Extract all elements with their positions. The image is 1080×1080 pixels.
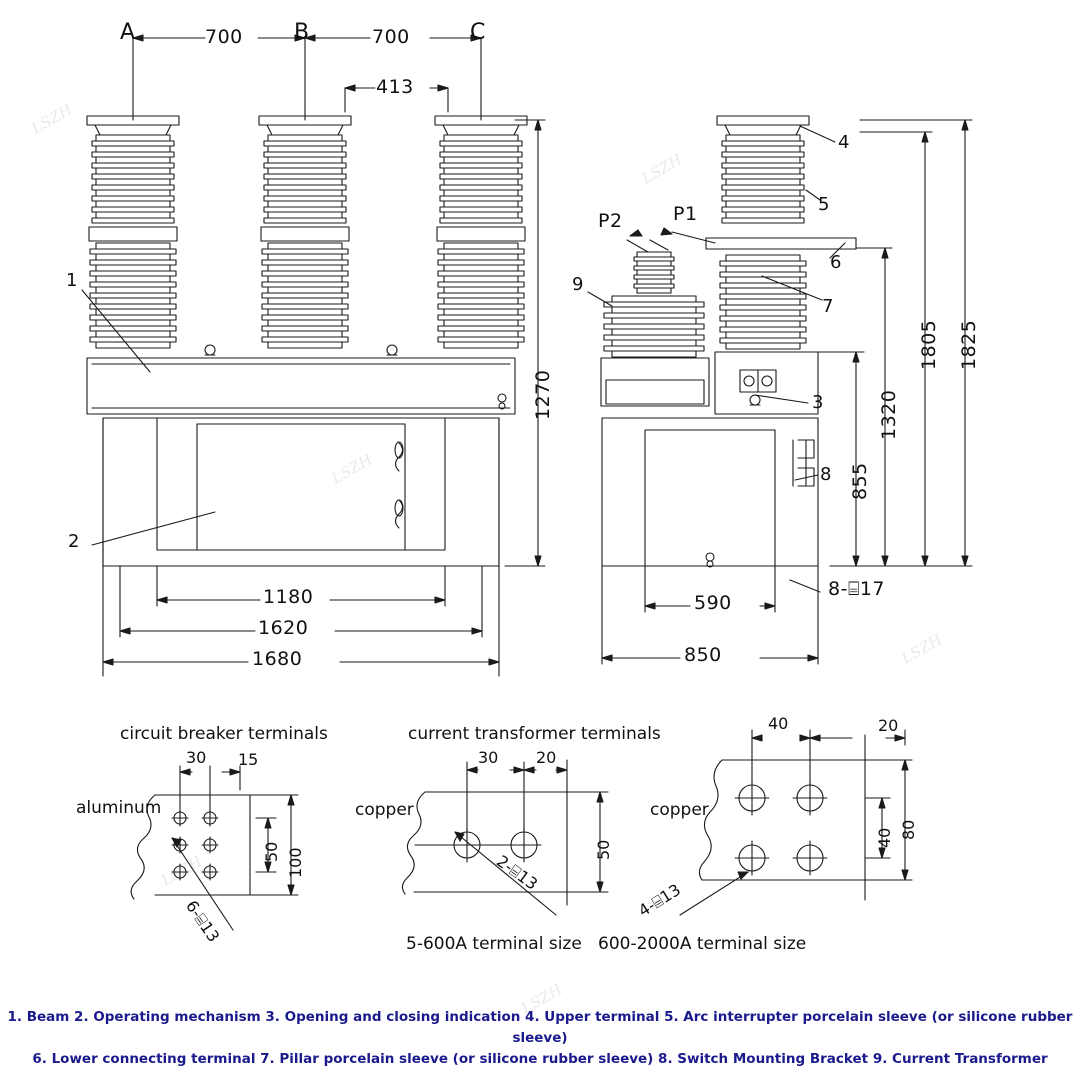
dim-width-1620: 1620 bbox=[258, 617, 309, 639]
watermark: LSZH bbox=[518, 980, 566, 1018]
watermark: LSZH bbox=[28, 100, 76, 138]
dim-height-1320: 1320 bbox=[878, 389, 900, 440]
phase-label-a: A bbox=[120, 20, 136, 45]
detail3-dim-40-side: 40 bbox=[875, 827, 894, 848]
detail3-dim-40-top: 40 bbox=[768, 714, 789, 733]
callout-2: 2 bbox=[68, 531, 80, 552]
dim-height-855: 855 bbox=[849, 462, 871, 500]
detail2-caption: 5-600A terminal size bbox=[406, 934, 582, 954]
phase-label-c: C bbox=[470, 20, 486, 45]
dim-height-1805: 1805 bbox=[918, 319, 940, 370]
callout-1: 1 bbox=[66, 270, 78, 291]
detail1-hole-note: 6-⌸13 bbox=[181, 896, 224, 946]
callout-3: 3 bbox=[812, 392, 824, 413]
dim-height-1825: 1825 bbox=[958, 319, 980, 370]
detail3-hole-note: 4-⌸13 bbox=[634, 879, 684, 921]
detail3-dim-20: 20 bbox=[878, 716, 899, 735]
callout-4: 4 bbox=[838, 132, 850, 153]
callout-7: 7 bbox=[822, 296, 834, 317]
watermark: LSZH bbox=[158, 852, 206, 890]
detail1-dim-30: 30 bbox=[186, 748, 207, 767]
watermark: LSZH bbox=[898, 630, 946, 668]
terminal-p2-label: P2 bbox=[598, 210, 623, 232]
detail-material-aluminum: aluminum bbox=[76, 798, 162, 818]
dim-width-1180: 1180 bbox=[263, 586, 314, 608]
dim-phase-spacing-1: 700 bbox=[205, 26, 243, 48]
callout-5: 5 bbox=[818, 194, 830, 215]
watermark: LSZH bbox=[328, 450, 376, 488]
detail2-dim-50: 50 bbox=[594, 839, 613, 860]
dim-width-1680: 1680 bbox=[252, 648, 303, 670]
callout-6: 6 bbox=[830, 252, 842, 273]
detail3-dim-80: 80 bbox=[899, 819, 918, 840]
legend-block bbox=[0, 1007, 1080, 1070]
detail2-hole-note: 2-⌸13 bbox=[493, 851, 542, 894]
phase-label-b: B bbox=[294, 20, 310, 45]
detail1-dim-100: 100 bbox=[286, 847, 305, 878]
legend-line-1: 1. Beam 2. Operating mechanism 3. Opening and closing indication 4. Upper terminal 5. Arc interrupter porcelain sleeve (or silicone rubber sleeve) bbox=[7, 1009, 1073, 1047]
dim-overall-width-850: 850 bbox=[684, 644, 722, 666]
detail2-dim-20: 20 bbox=[536, 748, 557, 767]
watermark: LSZH bbox=[638, 150, 686, 188]
detail-material-copper-small: copper bbox=[355, 800, 414, 820]
dim-base-width-590: 590 bbox=[694, 592, 732, 614]
callout-8: 8 bbox=[820, 464, 832, 485]
detail1-dim-15: 15 bbox=[238, 750, 259, 769]
detail2-dim-30: 30 bbox=[478, 748, 499, 767]
detail-material-copper-large: copper bbox=[650, 800, 709, 820]
dim-pole-offset: 413 bbox=[376, 76, 414, 98]
detail-title-current-transformer-terminals: current transformer terminals bbox=[408, 724, 661, 744]
dim-height-1270: 1270 bbox=[532, 369, 554, 420]
terminal-p1-label: P1 bbox=[673, 203, 698, 225]
callout-9: 9 bbox=[572, 274, 584, 295]
legend-line-2: 6. Lower connecting terminal 7. Pillar porcelain sleeve (or silicone rubber sleeve) 8. Switch Mounting Bracket 9. Current Transformer bbox=[32, 1051, 1048, 1068]
hole-note-8-d17: 8-⌸17 bbox=[828, 578, 886, 600]
detail-title-circuit-breaker-terminals: circuit breaker terminals bbox=[120, 724, 328, 744]
dim-phase-spacing-2: 700 bbox=[372, 26, 410, 48]
detail1-dim-50: 50 bbox=[262, 841, 281, 862]
detail3-caption: 600-2000A terminal size bbox=[598, 934, 807, 954]
